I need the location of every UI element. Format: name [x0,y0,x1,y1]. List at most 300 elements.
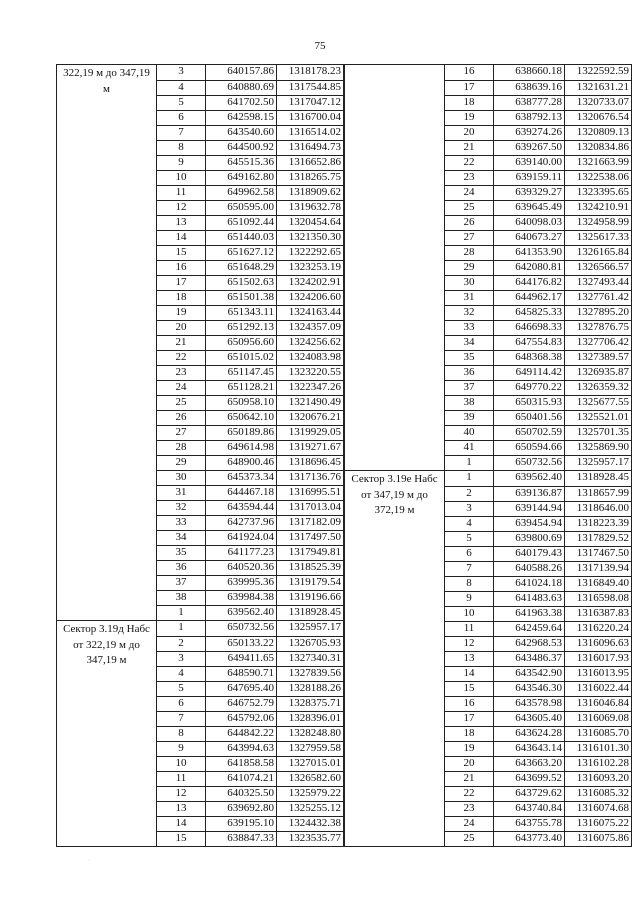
y-coordinate-cell: 1321631.21 [565,80,632,95]
point-number-cell: 6 [157,696,206,711]
y-coordinate-cell: 1316102.28 [565,756,632,771]
x-coordinate-cell: 651627.12 [206,245,277,260]
x-coordinate-cell: 640098.03 [494,215,565,230]
table-row [345,410,632,425]
sector-label-cell [345,380,445,395]
table-row [57,275,344,290]
sector-label-cell [57,95,157,110]
y-coordinate-cell: 1320676.54 [565,110,632,125]
x-coordinate-cell: 651501.38 [206,290,277,305]
left-coordinate-table [56,64,344,847]
y-coordinate-cell: 1316220.24 [565,621,632,636]
point-number-cell: 3 [157,651,206,666]
x-coordinate-cell: 642459.64 [494,621,565,636]
sector-label-cell [345,365,445,380]
x-coordinate-cell: 643740.84 [494,801,565,816]
sector-label-cell [345,816,445,831]
point-number-cell: 29 [445,260,494,275]
y-coordinate-cell: 1316849.40 [565,576,632,591]
point-number-cell: 24 [157,380,206,395]
x-coordinate-cell: 639645.49 [494,200,565,215]
sector-label-cell [57,515,157,530]
x-coordinate-cell: 646752.79 [206,696,277,711]
point-number-cell: 33 [157,515,206,530]
x-coordinate-cell: 638639.16 [494,80,565,95]
sector-label-cell [57,575,157,590]
table-row [345,726,632,741]
sector-label-cell [57,320,157,335]
table-row [345,606,632,621]
sector-label-cell [57,185,157,200]
y-coordinate-cell: 1317139.94 [565,561,632,576]
table-row [345,831,632,847]
sector-label-cell [345,95,445,110]
y-coordinate-cell: 1317182.09 [277,515,344,530]
point-number-cell: 23 [445,801,494,816]
table-row [345,110,632,125]
sector-label-cell [345,320,445,335]
table-row [57,621,344,637]
y-coordinate-cell: 1321490.49 [277,395,344,410]
table-row [345,471,632,487]
y-coordinate-cell: 1322538.06 [565,170,632,185]
point-number-cell: 24 [445,816,494,831]
x-coordinate-cell: 639329.27 [494,185,565,200]
table-row [345,440,632,455]
x-coordinate-cell: 639267.50 [494,140,565,155]
table-row [57,140,344,155]
point-number-cell: 19 [157,305,206,320]
x-coordinate-cell: 648900.46 [206,455,277,470]
x-coordinate-cell: 639144.94 [494,501,565,516]
sector-label-cell [57,545,157,560]
x-coordinate-cell: 644962.17 [494,290,565,305]
y-coordinate-cell: 1327015.01 [277,756,344,771]
sector-label: 322,19 м до 347,19 м [63,67,150,95]
y-coordinate-cell: 1316652.86 [277,155,344,170]
sector-label-cell [345,455,445,471]
y-coordinate-cell: 1318265.75 [277,170,344,185]
y-coordinate-cell: 1323395.65 [565,185,632,200]
point-number-cell: 16 [445,696,494,711]
sector-label-cell [345,425,445,440]
y-coordinate-cell: 1318178.23 [277,65,344,81]
point-number-cell: 15 [157,831,206,847]
sector-label-cell [345,561,445,576]
point-number-cell: 2 [445,486,494,501]
y-coordinate-cell: 1318909.62 [277,185,344,200]
sector-label-cell [57,560,157,575]
sector-label-cell [57,831,157,847]
sector-label-cell [345,636,445,651]
y-coordinate-cell: 1318928.45 [565,471,632,487]
x-coordinate-cell: 645515.36 [206,155,277,170]
y-coordinate-cell: 1327706.42 [565,335,632,350]
point-number-cell: 41 [445,440,494,455]
y-coordinate-cell: 1316995.51 [277,485,344,500]
y-coordinate-cell: 1325677.55 [565,395,632,410]
sector-label-cell [345,831,445,847]
table-row [57,741,344,756]
table-row [57,485,344,500]
y-coordinate-cell: 1318657.99 [565,486,632,501]
x-coordinate-cell: 639140.00 [494,155,565,170]
sector-label-cell [57,590,157,605]
sector-label-cell [57,756,157,771]
x-coordinate-cell: 650958.10 [206,395,277,410]
sector-label-cell [345,230,445,245]
point-number-cell: 25 [445,831,494,847]
x-coordinate-cell: 640179.43 [494,546,565,561]
y-coordinate-cell: 1325255.12 [277,801,344,816]
table-row [57,500,344,515]
table-row [57,65,344,81]
x-coordinate-cell: 643643.14 [494,741,565,756]
x-coordinate-cell: 641963.38 [494,606,565,621]
page-number: 75 [314,40,326,52]
table-row [57,801,344,816]
point-number-cell: 35 [157,545,206,560]
table-row [345,756,632,771]
x-coordinate-cell: 643729.62 [494,786,565,801]
sector-label-cell [57,110,157,125]
point-number-cell: 9 [157,155,206,170]
x-coordinate-cell: 638847.33 [206,831,277,847]
x-coordinate-cell: 651015.02 [206,350,277,365]
point-number-cell: 12 [157,200,206,215]
point-number-cell: 34 [445,335,494,350]
x-coordinate-cell: 641858.58 [206,756,277,771]
point-number-cell: 7 [157,125,206,140]
y-coordinate-cell: 1316101.30 [565,741,632,756]
y-coordinate-cell: 1327895.20 [565,305,632,320]
table-row [57,575,344,590]
x-coordinate-cell: 643540.60 [206,125,277,140]
table-row [345,621,632,636]
sector-label-cell [345,110,445,125]
sector-label-cell [57,395,157,410]
table-row [57,410,344,425]
x-coordinate-cell: 639454.94 [494,516,565,531]
x-coordinate-cell: 651128.21 [206,380,277,395]
x-coordinate-cell: 640880.69 [206,80,277,95]
sector-label-cell [345,681,445,696]
point-number-cell: 1 [157,621,206,637]
table-row [345,696,632,711]
point-number-cell: 27 [445,230,494,245]
sector-label-cell [345,260,445,275]
table-row [345,65,632,81]
y-coordinate-cell: 1328375.71 [277,696,344,711]
x-coordinate-cell: 650315.93 [494,395,565,410]
x-coordinate-cell: 649614.98 [206,440,277,455]
y-coordinate-cell: 1316096.63 [565,636,632,651]
point-number-cell: 9 [157,741,206,756]
y-coordinate-cell: 1320834.86 [565,140,632,155]
table-row [57,590,344,605]
point-number-cell: 8 [157,726,206,741]
x-coordinate-cell: 649162.80 [206,170,277,185]
sector-label-cell [57,816,157,831]
y-coordinate-cell: 1316085.32 [565,786,632,801]
point-number-cell: 1 [445,471,494,487]
x-coordinate-cell: 644176.82 [494,275,565,290]
sector-label-cell [345,756,445,771]
table-row [345,95,632,110]
y-coordinate-cell: 1324256.62 [277,335,344,350]
sector-label-cell [345,290,445,305]
table-row [345,80,632,95]
x-coordinate-cell: 650732.56 [206,621,277,637]
x-coordinate-cell: 639274.26 [494,125,565,140]
right-coordinate-table [344,64,632,847]
y-coordinate-cell: 1317949.81 [277,545,344,560]
point-number-cell: 18 [157,290,206,305]
point-number-cell: 30 [445,275,494,290]
sector-label-cell [345,65,445,81]
table-row [345,546,632,561]
y-coordinate-cell: 1320676.21 [277,410,344,425]
x-coordinate-cell: 649770.22 [494,380,565,395]
point-number-cell: 5 [445,531,494,546]
table-row [345,741,632,756]
x-coordinate-cell: 650133.22 [206,636,277,651]
y-coordinate-cell: 1328188.26 [277,681,344,696]
table-row [57,560,344,575]
x-coordinate-cell: 650189.86 [206,425,277,440]
point-number-cell: 22 [445,155,494,170]
y-coordinate-cell: 1318223.39 [565,516,632,531]
sector-label-cell [345,666,445,681]
point-number-cell: 36 [445,365,494,380]
table-row [345,455,632,471]
point-number-cell: 4 [157,80,206,95]
sector-label-cell [345,546,445,561]
point-number-cell: 19 [445,741,494,756]
y-coordinate-cell: 1324206.60 [277,290,344,305]
y-coordinate-cell: 1327876.75 [565,320,632,335]
sector-label-cell [57,410,157,425]
table-row [345,290,632,305]
point-number-cell: 18 [445,95,494,110]
sector-label-cell [57,786,157,801]
y-coordinate-cell: 1317467.50 [565,546,632,561]
point-number-cell: 16 [445,65,494,81]
x-coordinate-cell: 639136.87 [494,486,565,501]
sector-label-cell [57,215,157,230]
table-row [57,380,344,395]
point-number-cell: 24 [445,185,494,200]
x-coordinate-cell: 650732.56 [494,455,565,471]
sector-label-cell [345,471,445,516]
sector-label-cell [345,185,445,200]
scan-speck: · [88,858,90,864]
table-row [57,185,344,200]
table-row [57,756,344,771]
x-coordinate-cell: 640157.86 [206,65,277,81]
table-row [57,95,344,110]
table-row [57,110,344,125]
table-row [57,245,344,260]
point-number-cell: 11 [157,185,206,200]
x-coordinate-cell: 639195.10 [206,816,277,831]
x-coordinate-cell: 651292.13 [206,320,277,335]
table-row [57,170,344,185]
point-number-cell: 20 [445,756,494,771]
table-row [345,576,632,591]
point-number-cell: 31 [157,485,206,500]
y-coordinate-cell: 1317136.76 [277,470,344,485]
sector-label-cell [345,395,445,410]
x-coordinate-cell: 643578.98 [494,696,565,711]
point-number-cell: 20 [445,125,494,140]
sector-label-cell [345,801,445,816]
table-row [57,771,344,786]
table-row [57,545,344,560]
point-number-cell: 19 [445,110,494,125]
y-coordinate-cell: 1316022.44 [565,681,632,696]
table-row [345,395,632,410]
point-number-cell: 6 [157,110,206,125]
sector-label-cell [345,726,445,741]
y-coordinate-cell: 1319179.54 [277,575,344,590]
sector-label-cell [345,531,445,546]
table-row [57,696,344,711]
x-coordinate-cell: 643699.52 [494,771,565,786]
point-number-cell: 17 [445,711,494,726]
table-row [57,260,344,275]
table-row [345,305,632,320]
y-coordinate-cell: 1316494.73 [277,140,344,155]
sector-label-cell [345,140,445,155]
sector-label-cell [345,80,445,95]
table-row [345,380,632,395]
point-number-cell: 16 [157,260,206,275]
y-coordinate-cell: 1326582.60 [277,771,344,786]
table-row [57,425,344,440]
point-number-cell: 38 [445,395,494,410]
table-row [345,786,632,801]
y-coordinate-cell: 1327340.31 [277,651,344,666]
sector-label-cell [57,455,157,470]
table-row [345,260,632,275]
y-coordinate-cell: 1325521.01 [565,410,632,425]
sector-label-cell [345,591,445,606]
y-coordinate-cell: 1316514.02 [277,125,344,140]
table-row [345,350,632,365]
point-number-cell: 4 [157,666,206,681]
y-coordinate-cell: 1328248.80 [277,726,344,741]
sector-label-cell [345,711,445,726]
y-coordinate-cell: 1322292.65 [277,245,344,260]
x-coordinate-cell: 641702.50 [206,95,277,110]
point-number-cell: 38 [157,590,206,605]
table-row [345,335,632,350]
table-row [345,711,632,726]
point-number-cell: 7 [157,711,206,726]
table-row [345,801,632,816]
point-number-cell: 5 [157,95,206,110]
x-coordinate-cell: 643542.90 [494,666,565,681]
x-coordinate-cell: 643773.40 [494,831,565,847]
sector-label-cell [345,335,445,350]
x-coordinate-cell: 648590.71 [206,666,277,681]
sector-label: Сектор 3.19е Набс от 347,19 м до 372,19 м [351,473,438,516]
x-coordinate-cell: 645792.06 [206,711,277,726]
x-coordinate-cell: 651343.11 [206,305,277,320]
sector-label-cell [345,215,445,230]
y-coordinate-cell: 1322347.26 [277,380,344,395]
sector-label-cell [57,711,157,726]
sector-label-cell [345,305,445,320]
table-row [345,771,632,786]
table-row [345,816,632,831]
y-coordinate-cell: 1326165.84 [565,245,632,260]
point-number-cell: 5 [157,681,206,696]
x-coordinate-cell: 641024.18 [494,576,565,591]
table-row [57,455,344,470]
y-coordinate-cell: 1316075.22 [565,816,632,831]
point-number-cell: 17 [445,80,494,95]
y-coordinate-cell: 1325957.17 [565,455,632,471]
x-coordinate-cell: 639800.69 [494,531,565,546]
point-number-cell: 21 [445,140,494,155]
x-coordinate-cell: 640588.26 [494,561,565,576]
sector-label-cell [345,170,445,185]
point-number-cell: 23 [157,365,206,380]
x-coordinate-cell: 643994.63 [206,741,277,756]
x-coordinate-cell: 643486.37 [494,651,565,666]
table-row [57,290,344,305]
table-row [57,200,344,215]
point-number-cell: 11 [445,621,494,636]
point-number-cell: 22 [445,786,494,801]
y-coordinate-cell: 1326566.57 [565,260,632,275]
x-coordinate-cell: 643624.28 [494,726,565,741]
x-coordinate-cell: 643594.44 [206,500,277,515]
table-row [345,275,632,290]
x-coordinate-cell: 651092.44 [206,215,277,230]
sector-label-cell [345,155,445,170]
table-row [345,320,632,335]
y-coordinate-cell: 1324202.91 [277,275,344,290]
y-coordinate-cell: 1316075.86 [565,831,632,847]
sector-label-cell [57,440,157,455]
table-row [345,591,632,606]
y-coordinate-cell: 1327493.44 [565,275,632,290]
sector-label-cell [345,275,445,290]
table-row [57,726,344,741]
sector-label-cell [345,200,445,215]
point-number-cell: 2 [157,636,206,651]
sector-label-cell [345,245,445,260]
y-coordinate-cell: 1325617.33 [565,230,632,245]
sector-label-cell [57,245,157,260]
y-coordinate-cell: 1325869.90 [565,440,632,455]
sector-label: Сектор 3.19д Набс от 322,19 м до 347,19 м [63,623,150,666]
point-number-cell: 36 [157,560,206,575]
sector-label-cell [57,65,157,95]
point-number-cell: 27 [157,425,206,440]
sector-label-cell [345,125,445,140]
x-coordinate-cell: 638777.28 [494,95,565,110]
y-coordinate-cell: 1324432.38 [277,816,344,831]
point-number-cell: 3 [157,65,206,81]
y-coordinate-cell: 1325979.22 [277,786,344,801]
y-coordinate-cell: 1320733.07 [565,95,632,110]
x-coordinate-cell: 642968.53 [494,636,565,651]
point-number-cell: 26 [157,410,206,425]
